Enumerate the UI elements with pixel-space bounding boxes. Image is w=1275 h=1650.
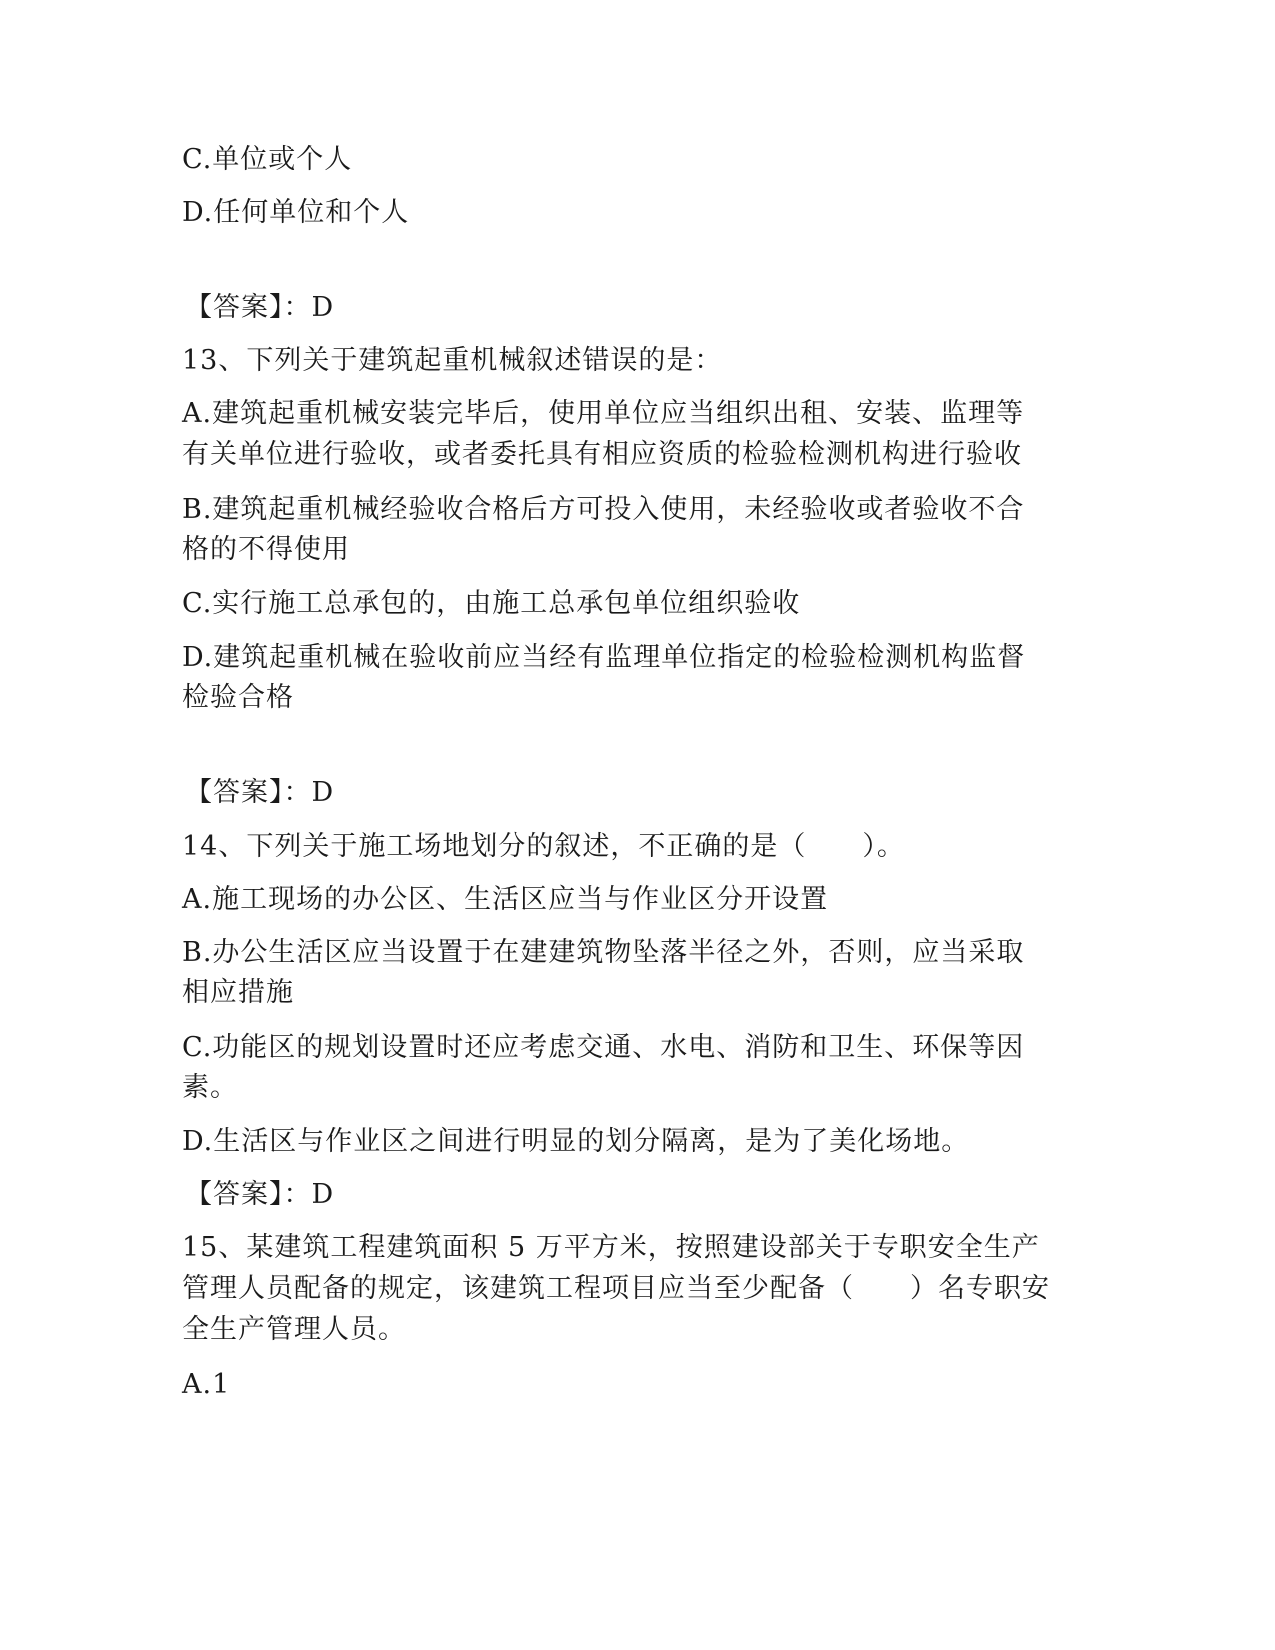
q13-option-b-line2: 格的不得使用 (182, 534, 350, 565)
prev-option-c: C.单位或个人 (182, 144, 353, 175)
q15-stem-line1: 15、某建筑工程建筑面积 5 万平方米，按照建设部关于专职安全生产 (182, 1232, 1040, 1263)
q14-option-d: D.生活区与作业区之间进行明显的划分隔离，是为了美化场地。 (182, 1126, 970, 1157)
q14-answer: 【答案】：D (185, 1179, 335, 1210)
q13-option-d-line1: D.建筑起重机械在验收前应当经有监理单位指定的检验检测机构监督 (182, 642, 1026, 673)
q13-option-a-line1: A.建筑起重机械安装完毕后，使用单位应当组织出租、安装、监理等 (182, 398, 1025, 429)
q14-option-b-line1: B.办公生活区应当设置于在建建筑物坠落半径之外，否则，应当采取 (182, 937, 1025, 968)
q15-option-a: A.1 (182, 1369, 231, 1400)
q13-option-d-line2: 检验合格 (182, 682, 294, 713)
prev-option-d: D.任何单位和个人 (182, 197, 410, 228)
q13-option-b-line1: B.建筑起重机械经验收合格后方可投入使用，未经验收或者验收不合 (182, 494, 1025, 525)
q14-option-a: A.施工现场的办公区、生活区应当与作业区分开设置 (182, 884, 829, 915)
q14-option-b-line2: 相应措施 (182, 977, 294, 1008)
q13-option-a-line2: 有关单位进行验收，或者委托具有相应资质的检验检测机构进行验收 (182, 439, 1022, 470)
q13-stem: 13、下列关于建筑起重机械叙述错误的是： (182, 345, 723, 376)
q14-stem: 14、下列关于施工场地划分的叙述，不正确的是（ ）。 (182, 831, 905, 862)
q15-stem-line2: 管理人员配备的规定，该建筑工程项目应当至少配备（ ）名专职安 (182, 1273, 1050, 1304)
q14-option-c-line2: 素。 (182, 1072, 238, 1103)
q13-option-c: C.实行施工总承包的，由施工总承包单位组织验收 (182, 588, 801, 619)
prev-answer: 【答案】：D (185, 292, 335, 323)
q13-answer: 【答案】：D (185, 777, 335, 808)
q14-option-c-line1: C.功能区的规划设置时还应考虑交通、水电、消防和卫生、环保等因 (182, 1032, 1025, 1063)
q15-stem-line3: 全生产管理人员。 (182, 1314, 406, 1345)
